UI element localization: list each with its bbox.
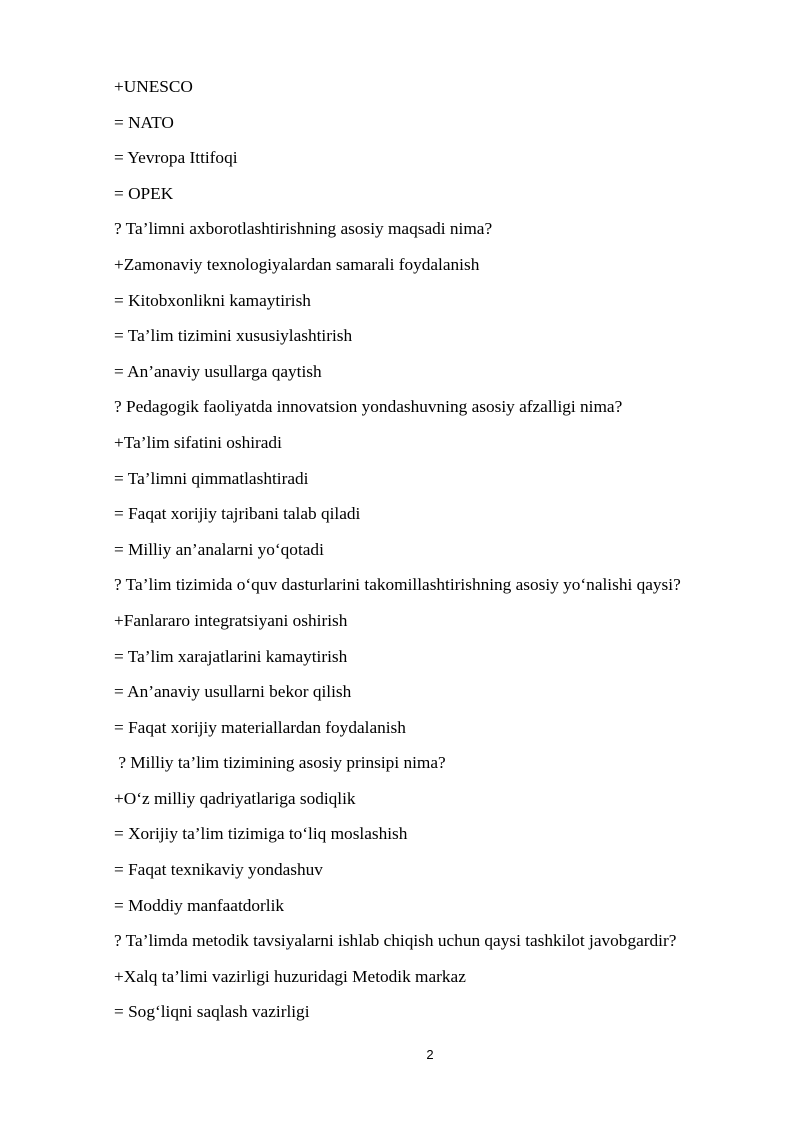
question-line: ? Ta’limda metodik tavsiyalarni ishlab chiqish uchun qaysi tashkilot javobgardir? [114, 931, 677, 951]
answer-line: +O‘z milliy qadriyatlariga sodiqlik [114, 788, 356, 808]
question-line: ? Ta’limni axborotlashtirishning asosiy maqsadi nima? [114, 219, 493, 239]
answer-line: = Faqat xorijiy materiallardan foydalanish [114, 717, 406, 737]
answer-line: = OPEK [114, 183, 174, 203]
answer-line: +UNESCO [114, 77, 193, 96]
answer-line: +Zamonaviy texnologiyalardan samarali foydalanish [114, 254, 480, 274]
answer-line: = Faqat xorijiy tajribani talab qiladi [114, 504, 361, 524]
page-number: 2 [426, 1047, 434, 1062]
answer-line: = NATO [114, 112, 174, 132]
answer-line: = Milliy an’analarni yo‘qotadi [114, 539, 324, 559]
answer-line: = Yevropa Ittifoqi [114, 148, 238, 168]
answer-line: = Ta’lim tizimini xususiylashtirish [114, 326, 353, 346]
question-line: ? Ta’lim tizimida o‘quv dasturlarini takomillashtirishning asosiy yo‘nalishi qaysi? [114, 575, 681, 595]
question-line: ? Milliy ta’lim tizimining asosiy prinsipi nima? [114, 753, 446, 773]
answer-line: = Kitobxonlikni kamaytirish [114, 290, 311, 310]
answer-line: +Ta’lim sifatini oshiradi [114, 432, 282, 452]
answer-line: = Sog‘liqni saqlash vazirligi [114, 1002, 310, 1022]
answer-line: = An’anaviy usullarga qaytish [114, 361, 322, 381]
answer-line: = Ta’limni qimmatlashtiradi [114, 468, 309, 488]
answer-line: = Faqat texnikaviy yondashuv [114, 860, 323, 880]
answer-line: = Xorijiy ta’lim tizimiga to‘liq moslashish [114, 824, 408, 844]
answer-line: +Xalq ta’limi vazirligi huzuridagi Metodik markaz [114, 966, 466, 986]
question-line: ? Pedagogik faoliyatda innovatsion yondashuvning asosiy afzalligi nima? [114, 397, 623, 417]
answer-line: +Fanlararo integratsiyani oshirish [114, 610, 348, 630]
answer-line: = An’anaviy usullarni bekor qilish [114, 682, 352, 702]
answer-line: = Moddiy manfaatdorlik [114, 895, 285, 915]
answer-line: = Ta’lim xarajatlarini kamaytirish [114, 646, 348, 666]
question-list [114, 74, 774, 1035]
